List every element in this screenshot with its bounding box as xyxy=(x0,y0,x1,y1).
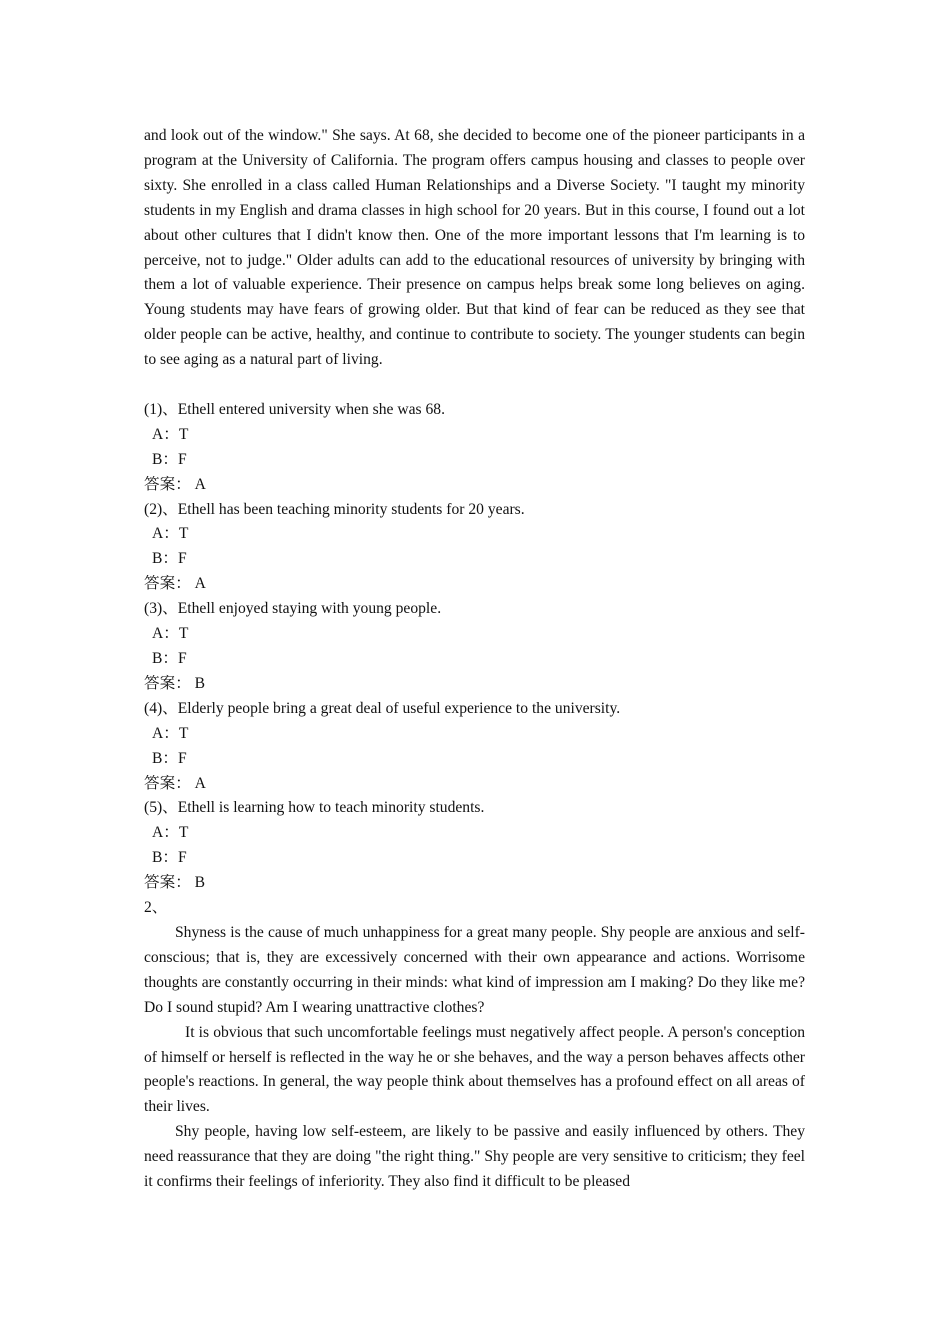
option-b: B：F xyxy=(152,849,187,867)
option-b: B：F xyxy=(152,749,187,767)
document-page xyxy=(144,124,805,1195)
answer-line: 答案： B xyxy=(144,874,206,892)
question-3 xyxy=(144,597,805,697)
section-2-paragraph-3: Shy people, having low self-esteem, are likely to be passive and easily influenced by others. They need reassurance that they are doing "the right thing." Shy people are very sensitive to criticism; they feel it confirms their feelings of inferiority. They also find it difficult to be pleased xyxy=(144,1123,805,1191)
option-a: A：T xyxy=(152,824,189,842)
answer-line: 答案： A xyxy=(144,475,206,493)
question-stem: (2)、Ethell has been teaching minority students for 20 years. xyxy=(144,500,525,518)
answer-line: 答案： A xyxy=(144,774,206,792)
passage-1-text: and look out of the window." She says. At 68, she decided to become one of the pioneer participants in a program at the University of California. The program offers campus housing and classes to people over sixty. She enrolled in a class called Human Relationships and a Diverse Society. "I taught my minority students in my English and drama classes in high school for 20 years. But in this course, I found out a lot about other cultures that I didn't know then. One of the more important lessons that I'm learning is to perceive, not to judge." Older adults can add to the educational resources of university by bringing with them a lot of valuable experience. Their presence on campus helps break some long believes on aging. Young students may have fears of growing older. But that kind of fear can be reduced as they see that older people can be active, healthy, and continue to contribute to society. The younger students can begin to see aging as a natural part of living. xyxy=(144,127,805,369)
question-stem: (4)、Elderly people bring a great deal of useful experience to the university. xyxy=(144,699,621,717)
option-a: A：T xyxy=(152,425,189,443)
section-2-paragraph-1: Shyness is the cause of much unhappiness for a great many people. Shy people are anxious and self-conscious; that is, they are excessively concerned with their own appearance and actions. Worrisome thoughts are constantly occurring in their minds: what kind of impression am I making? Do they like me? Do I sound stupid? Am I wearing unattractive clothes? xyxy=(144,923,805,1016)
answer-line: 答案： B xyxy=(144,674,206,692)
option-b: B：F xyxy=(152,650,187,668)
option-b: B：F xyxy=(152,550,187,568)
question-1 xyxy=(144,398,805,498)
answer-line: 答案： A xyxy=(144,575,206,593)
question-4 xyxy=(144,697,805,797)
option-a: A：T xyxy=(152,625,189,643)
question-stem: (3)、Ethell enjoyed staying with young people. xyxy=(144,600,442,618)
option-a: A：T xyxy=(152,724,189,742)
option-b: B：F xyxy=(152,450,187,468)
question-2 xyxy=(144,498,805,598)
option-a: A：T xyxy=(152,525,189,543)
section-number: 2、 xyxy=(144,899,168,917)
question-5 xyxy=(144,796,805,896)
spacer xyxy=(144,373,805,398)
question-stem: (1)、Ethell entered university when she was 68. xyxy=(144,400,445,418)
question-stem: (5)、Ethell is learning how to teach minority students. xyxy=(144,799,485,817)
section-2-paragraph-2: It is obvious that such uncomfortable feelings must negatively affect people. A person's conception of himself or herself is reflected in the way he or she behaves, and the way a person behaves affects other people's reactions. In general, the way people think about themselves has a profound effect on all areas of their lives. xyxy=(144,1023,805,1116)
